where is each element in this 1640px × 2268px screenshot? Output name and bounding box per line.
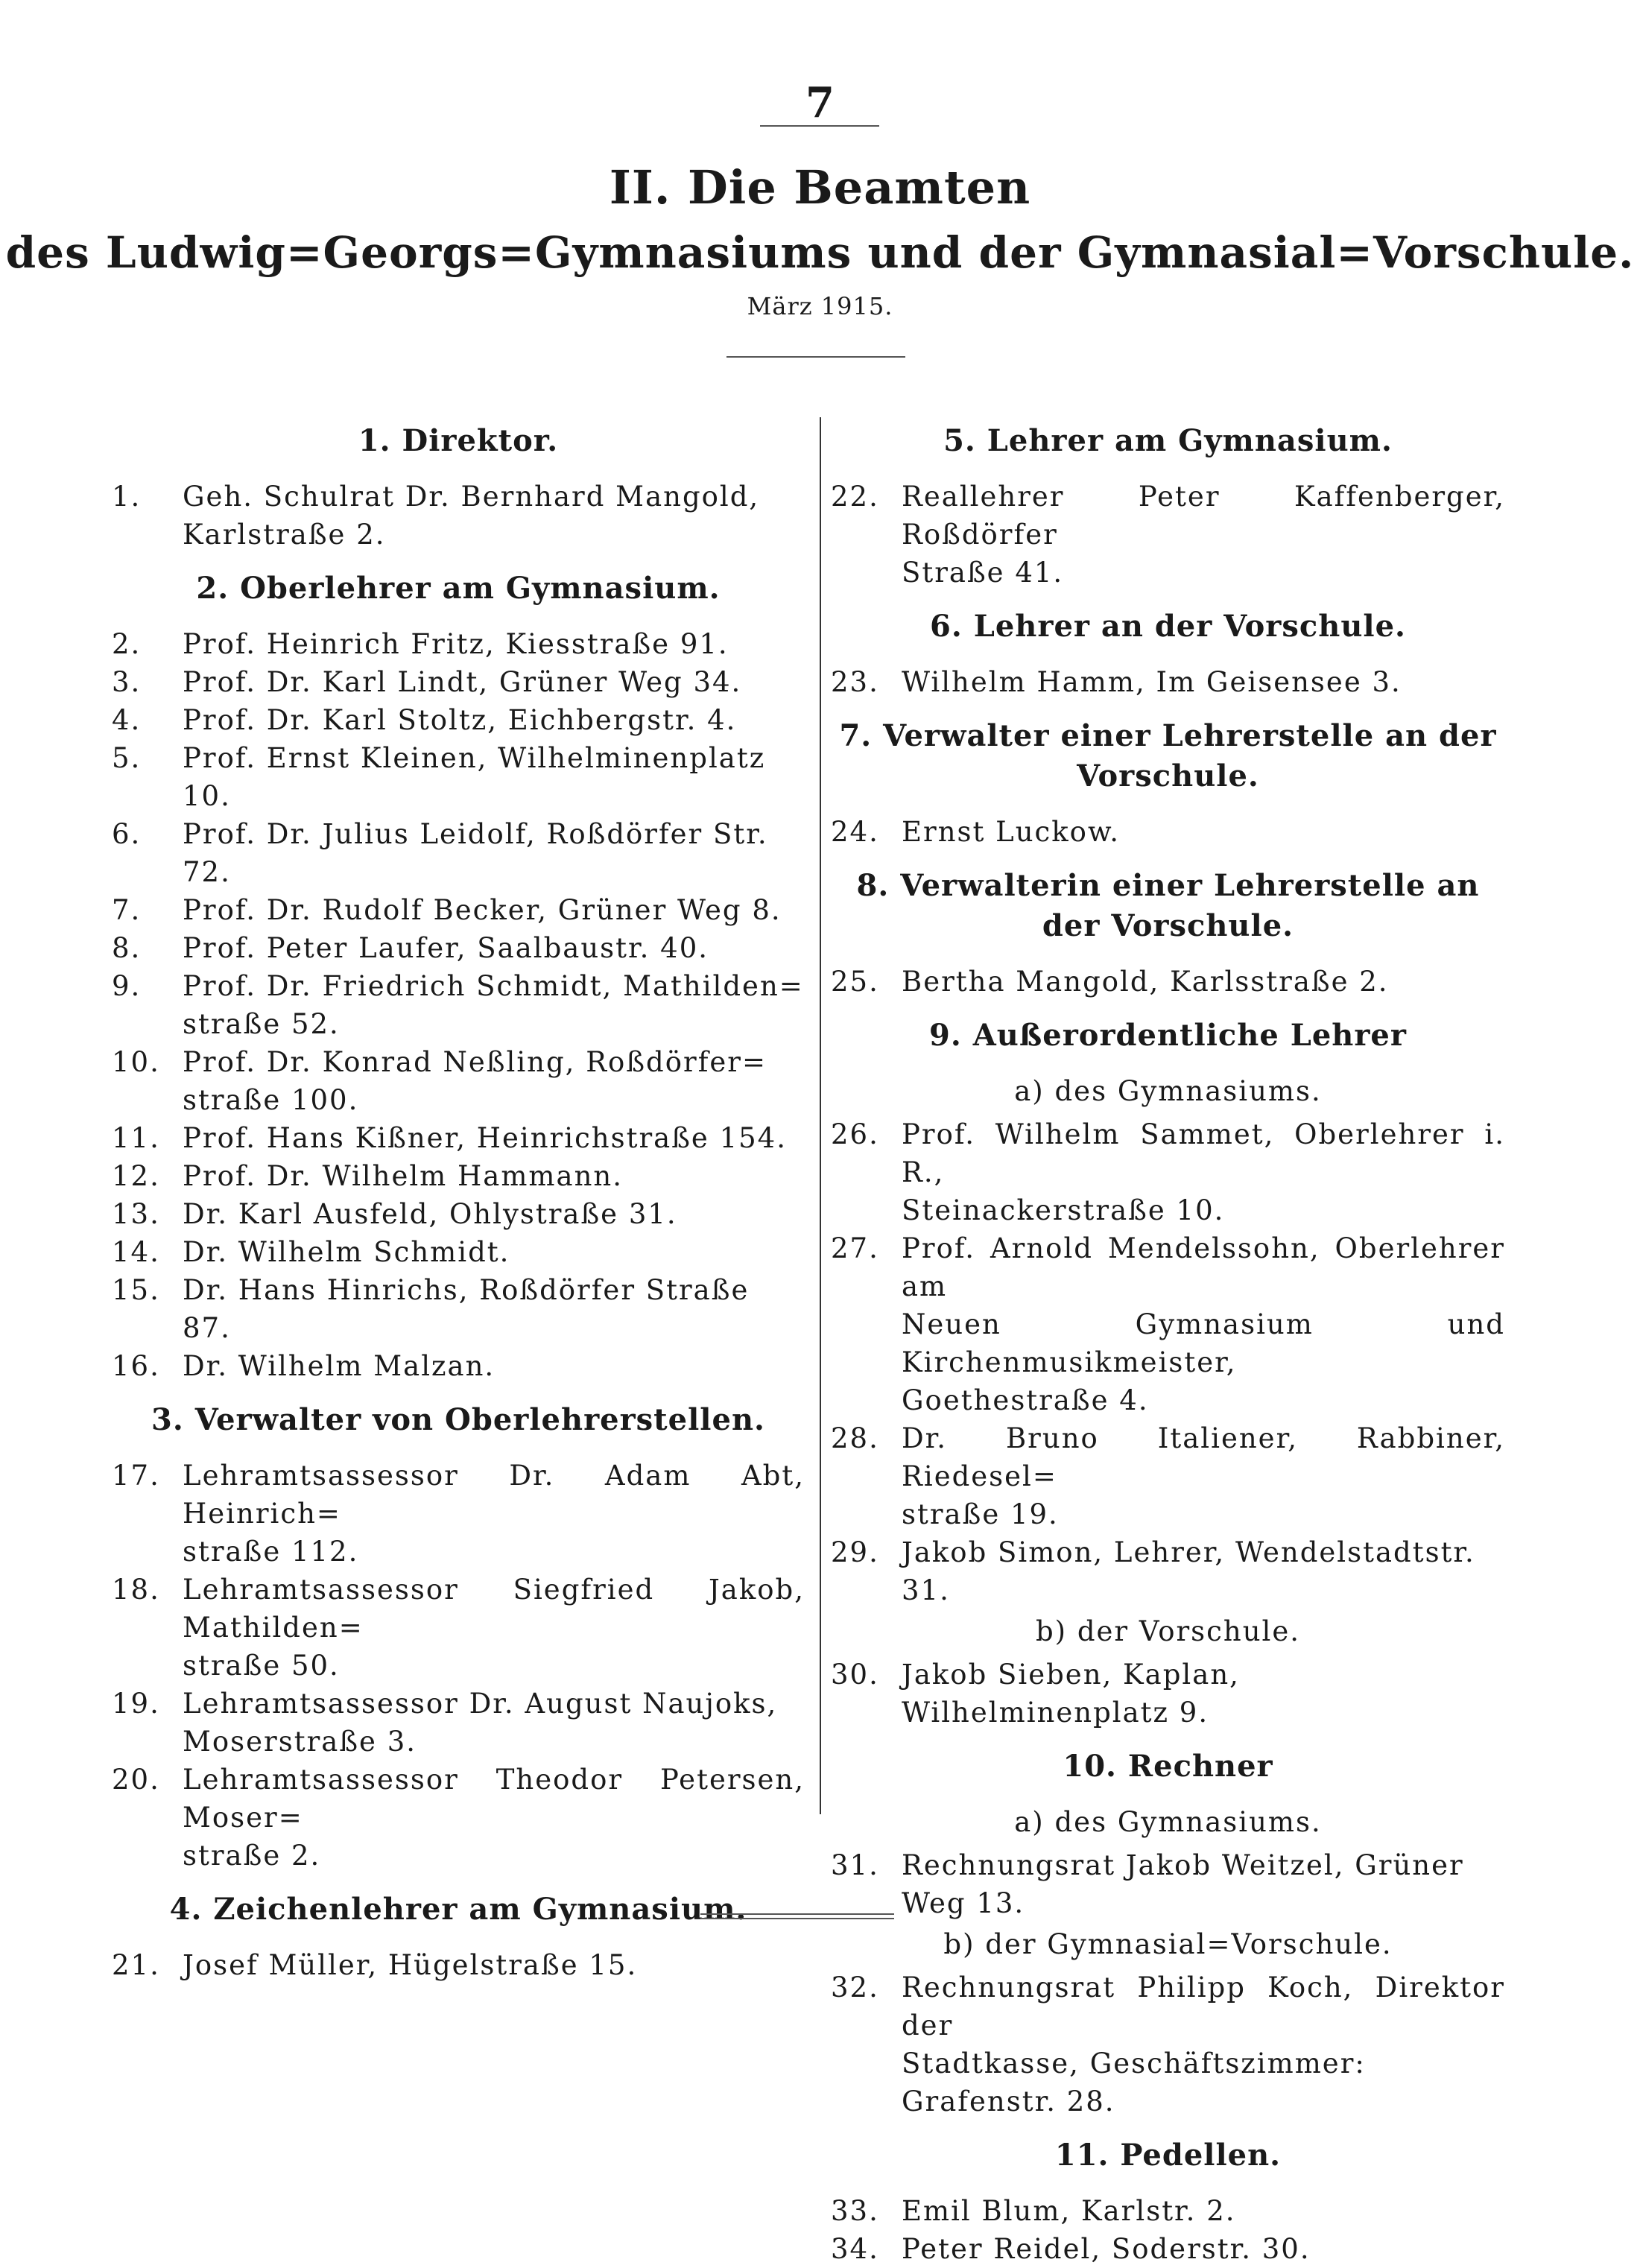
list-item [831,1656,1505,1732]
entry-text [183,1761,805,1875]
entry-line: Steinackerstraße 10. [902,1194,1225,1226]
section-heading: 6. Lehrer an der Vorschule. [930,609,1406,644]
list-item [112,739,805,815]
section-heading: 10. Rechner [1063,1749,1273,1784]
list-item [831,1419,1505,1533]
entry-line: straße 50. [183,1650,340,1682]
list-item [831,1533,1505,1609]
list-item [831,2192,1505,2230]
page-subtitle: des Ludwig=Georgs=Gymnasiums und der Gymnasial=Vorschule. [5,227,1635,278]
entry-text [183,815,805,891]
list-item [831,1115,1505,1229]
list-item [831,813,1505,851]
entry-number: 3. [112,666,142,698]
section [831,606,1505,701]
entry-line: Bertha Mangold, Karlsstraße 2. [902,966,1389,998]
entry-number: 6. [112,818,142,850]
entry-number: 19. [112,1688,160,1720]
entry-number: 2. [112,628,142,660]
list-item [112,967,805,1043]
section [112,568,805,1385]
entry-text [902,1419,1505,1533]
list-item [112,815,805,891]
entry-line: Prof. Wilhelm Sammet, Oberlehrer i. R., [902,1118,1505,1188]
entry-line: Rechnungsrat Philipp Koch, Direktor der [902,1971,1505,2041]
entry-text [902,478,1505,592]
entry-line: Rechnungsrat Jakob Weitzel, Grüner Weg 13. [902,1849,1464,1919]
list-item [831,478,1505,592]
entry-text [183,967,805,1043]
entry-text [183,891,805,929]
list-item [112,478,805,554]
left-column [112,406,805,1984]
entry-line: Prof. Dr. Friedrich Schmidt, Mathilden= [183,970,804,1002]
entry-text [183,1233,805,1271]
entry-text [902,1656,1505,1732]
entry-line: Wilhelm Hamm, Im Geisensee 3. [902,666,1402,698]
entry-line: Emil Blum, Karlstr. 2. [902,2195,1236,2227]
header-rule [726,356,905,358]
entry-line: Prof. Ernst Kleinen, Wilhelminenplatz 10. [183,742,766,812]
entry-number: 1. [112,481,142,513]
entry-line: Goethestraße 4. [902,1384,1149,1416]
entry-line: straße 19. [902,1498,1059,1530]
list-item [831,1968,1505,2120]
section-heading: 5. Lehrer am Gymnasium. [943,423,1393,458]
column-divider [820,417,821,1814]
section-heading: 1. Direktor. [358,423,559,458]
entry-line: Jakob Simon, Lehrer, Wendelstadtstr. 31. [902,1536,1475,1606]
list-item [112,1119,805,1157]
entry-number: 33. [831,2195,879,2227]
list-item [112,625,805,663]
list-item [112,701,805,739]
entry-text [183,1157,805,1195]
entry-number: 17. [112,1460,160,1492]
section-heading: 8. Verwalterin einer Lehrerstelle an der Vorschule. [856,868,1480,943]
entry-number: 5. [112,742,142,774]
entry-line: Reallehrer Peter Kaffenberger, Roßdörfer [902,481,1505,551]
section [831,716,1505,851]
section-subheading: a) des Gymnasiums. [1014,1806,1322,1838]
entry-number: 28. [831,1422,879,1454]
entry-line: Prof. Heinrich Fritz, Kiesstraße 91. [183,628,729,660]
section [831,1016,1505,1732]
entry-number: 25. [831,966,879,998]
section [831,866,1505,1001]
list-item [112,663,805,701]
entry-line: Lehramtsassessor Dr. Adam Abt, Heinrich= [183,1460,805,1530]
entry-line: Prof. Dr. Rudolf Becker, Grüner Weg 8. [183,894,782,926]
entry-text [902,663,1505,701]
entry-text [902,2192,1505,2230]
section-subheading: a) des Gymnasiums. [1014,1075,1322,1107]
section [112,1890,805,1984]
entry-line: Straße 41. [902,557,1064,589]
entry-line: Geh. Schulrat Dr. Bernhard Mangold, [183,481,760,513]
list-item [112,929,805,967]
entry-text [183,1946,805,1984]
section-heading: 9. Außerordentliche Lehrer [929,1018,1407,1053]
entry-text [902,1115,1505,1229]
entry-number: 9. [112,970,142,1002]
entry-number: 23. [831,666,879,698]
entry-line: Moserstraße 3. [183,1726,417,1758]
entry-text [902,963,1505,1001]
entry-line: Peter Reidel, Soderstr. 30. [902,2233,1311,2265]
entry-line: Ernst Luckow. [902,816,1121,848]
list-item [831,2230,1505,2268]
entry-number: 31. [831,1849,879,1881]
section [831,1746,1505,2120]
entry-number: 13. [112,1198,160,1230]
entry-line: straße 112. [183,1536,359,1568]
entry-line: Neuen Gymnasium und Kirchenmusikmeister, [902,1308,1505,1378]
section-heading: 2. Oberlehrer am Gymnasium. [196,571,721,606]
list-item [112,1457,805,1571]
section [112,421,805,554]
list-item [112,1043,805,1119]
entry-number: 8. [112,932,142,964]
entry-line: Lehramtsassessor Dr. August Naujoks, [183,1688,778,1720]
entry-number: 29. [831,1536,879,1568]
list-item [112,1157,805,1195]
entry-line: Stadtkasse, Geschäftszimmer: Grafenstr. 28. [902,2047,1366,2117]
entry-line: Josef Müller, Hügelstraße 15. [183,1949,638,1981]
entry-line: Dr. Wilhelm Schmidt. [183,1236,510,1268]
list-item [112,1195,805,1233]
entry-text [183,929,805,967]
list-item [112,1946,805,1984]
entry-number: 21. [112,1949,160,1981]
entry-text [183,478,805,554]
section-heading: 3. Verwalter von Oberlehrerstellen. [151,1402,765,1437]
list-item [831,1846,1505,1922]
list-item [831,1229,1505,1419]
entry-line: Prof. Hans Kißner, Heinrichstraße 154. [183,1122,787,1154]
entry-text [902,1846,1505,1922]
entry-line: Dr. Wilhelm Malzan. [183,1350,496,1382]
entry-number: 26. [831,1118,879,1150]
entry-number: 34. [831,2233,879,2265]
entry-number: 14. [112,1236,160,1268]
entry-text [183,1571,805,1685]
section [831,2135,1505,2268]
list-item [831,963,1505,1001]
entry-number: 16. [112,1350,160,1382]
entry-text [183,1685,805,1761]
entry-line: Jakob Sieben, Kaplan, Wilhelminenplatz 9. [902,1659,1240,1729]
entry-text [183,1347,805,1385]
page-number: 7 [805,78,835,127]
right-column [831,406,1505,2268]
section-heading: 11. Pedellen. [1054,2138,1282,2173]
entry-text [902,2230,1505,2268]
entry-number: 10. [112,1046,160,1078]
entry-number: 18. [112,1574,160,1606]
entry-number: 20. [112,1764,160,1796]
entry-line: Prof. Dr. Karl Lindt, Grüner Weg 34. [183,666,742,698]
entry-text [183,1119,805,1157]
entry-line: Lehramtsassessor Theodor Petersen, Moser= [183,1764,805,1834]
entry-line: Prof. Dr. Julius Leidolf, Roßdörfer Str. 72. [183,818,768,888]
list-item [112,1347,805,1385]
page-date: März 1915. [747,292,893,320]
entry-text [902,1968,1505,2120]
page-number-rule [760,125,879,127]
entry-text [902,813,1505,851]
entry-text [183,701,805,739]
section [831,421,1505,592]
section-heading: 7. Verwalter einer Lehrerstelle an der Vorschule. [839,718,1497,794]
section-subheading: b) der Vorschule. [1035,1615,1301,1647]
entry-text [183,1457,805,1571]
entry-line: straße 100. [183,1084,359,1116]
entry-text [902,1533,1505,1609]
entry-text [183,625,805,663]
entry-number: 27. [831,1232,879,1264]
entry-text [183,1271,805,1347]
entry-line: Karlstraße 2. [183,519,386,551]
entry-line: straße 2. [183,1840,321,1872]
entry-number: 7. [112,894,142,926]
entry-line: Prof. Dr. Konrad Neßling, Roßdörfer= [183,1046,767,1078]
list-item [112,1233,805,1271]
section-subheading: b) der Gymnasial=Vorschule. [943,1928,1393,1960]
entry-number: 15. [112,1274,160,1306]
entry-text [902,1229,1505,1419]
entry-line: Prof. Arnold Mendelssohn, Oberlehrer am [902,1232,1505,1302]
list-item [112,1571,805,1685]
section [112,1400,805,1875]
entry-text [183,663,805,701]
entry-number: 24. [831,816,879,848]
list-item [831,663,1505,701]
page-title: II. Die Beamten [609,160,1031,215]
entry-text [183,739,805,815]
entry-line: Dr. Bruno Italiener, Rabbiner, Riedesel= [902,1422,1505,1492]
entry-line: Dr. Hans Hinrichs, Roßdörfer Straße 87. [183,1274,750,1344]
entry-text [183,1043,805,1119]
entry-number: 4. [112,704,142,736]
entry-line: Lehramtsassessor Siegfried Jakob, Mathilden= [183,1574,805,1644]
entry-number: 30. [831,1659,879,1691]
entry-number: 32. [831,1971,879,2003]
section-heading: 4. Zeichenlehrer am Gymnasium. [169,1892,747,1927]
entry-number: 12. [112,1160,160,1192]
list-item [112,1685,805,1761]
entry-line: Prof. Dr. Wilhelm Hammann. [183,1160,623,1192]
entry-number: 22. [831,481,879,513]
entry-number: 11. [112,1122,160,1154]
entry-line: Dr. Karl Ausfeld, Ohlystraße 31. [183,1198,677,1230]
entry-line: Prof. Dr. Karl Stoltz, Eichbergstr. 4. [183,704,737,736]
entry-text [183,1195,805,1233]
entry-line: straße 52. [183,1008,340,1040]
list-item [112,891,805,929]
entry-line: Prof. Peter Laufer, Saalbaustr. 40. [183,932,709,964]
list-item [112,1761,805,1875]
list-item [112,1271,805,1347]
footer-rule [700,1913,894,1919]
